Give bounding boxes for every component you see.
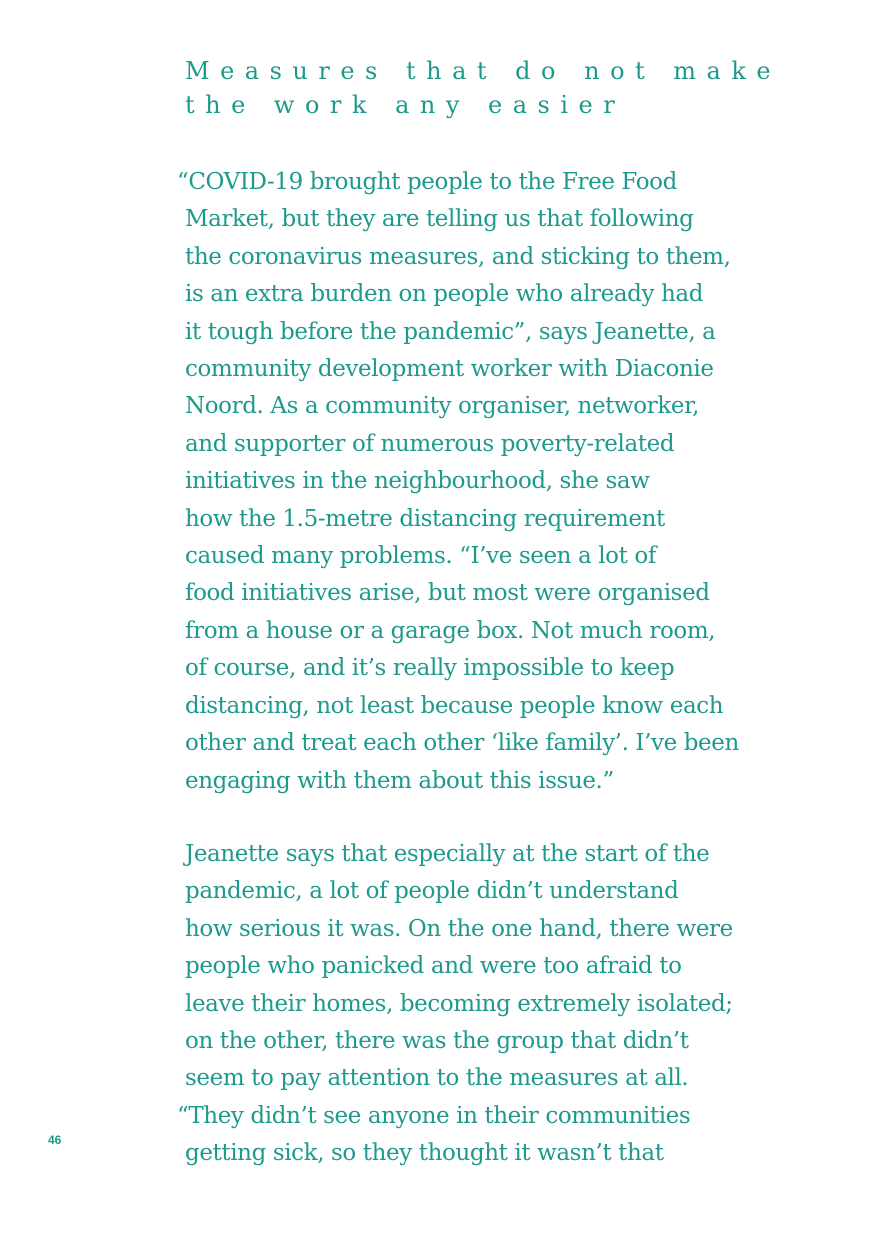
text-line: it tough before the pandemic”, says Jeanette, a — [185, 318, 716, 345]
text-line: people who panicked and were too afraid to — [185, 953, 682, 980]
text-line: the coronavirus measures, and sticking to them, — [185, 243, 731, 270]
text-line: other and treat each other ‘like family’. I’ve been — [185, 730, 739, 757]
text-line: seem to pay attention to the measures at all. — [185, 1065, 689, 1092]
text-line: community development worker with Diaconie — [185, 356, 714, 383]
text-line: leave their homes, becoming extremely isolated; — [185, 990, 733, 1017]
heading-line: Measures that do not make — [185, 57, 782, 85]
text-line: food initiatives arise, but most were organised — [185, 580, 710, 607]
text-line: is an extra burden on people who already had — [185, 281, 704, 308]
text-line: initiatives in the neighbourhood, she saw — [185, 468, 650, 495]
text-line: caused many problems. “I’ve seen a lot of — [185, 543, 656, 570]
heading-line: the work any easier — [185, 91, 626, 119]
body-paragraph-2 — [177, 836, 785, 1173]
text-line: getting sick, so they thought it wasn’t that — [185, 1140, 664, 1167]
body-paragraph-1 — [177, 164, 785, 800]
text-line: Market, but they are telling us that following — [185, 206, 694, 233]
text-line: “They didn’t see anyone in their communities — [177, 1102, 691, 1129]
page-number: 46 — [48, 1133, 62, 1147]
text-line: from a house or a garage box. Not much room, — [185, 617, 716, 644]
text-line: how serious it was. On the one hand, there were — [185, 915, 733, 942]
text-line: on the other, there was the group that didn’t — [185, 1028, 689, 1055]
text-line: of course, and it’s really impossible to keep — [185, 655, 675, 682]
text-line: Noord. As a community organiser, networker, — [185, 393, 700, 420]
text-line: engaging with them about this issue.” — [185, 767, 614, 794]
text-line: how the 1.5-metre distancing requirement — [185, 505, 665, 532]
text-line: and supporter of numerous poverty-related — [185, 430, 675, 457]
text-line: distancing, not least because people know each — [185, 692, 724, 719]
text-line: “COVID-19 brought people to the Free Food — [177, 169, 677, 195]
text-line: pandemic, a lot of people didn’t understand — [185, 878, 679, 905]
section-heading — [185, 54, 825, 122]
text-line: Jeanette says that especially at the start of the — [185, 841, 710, 867]
